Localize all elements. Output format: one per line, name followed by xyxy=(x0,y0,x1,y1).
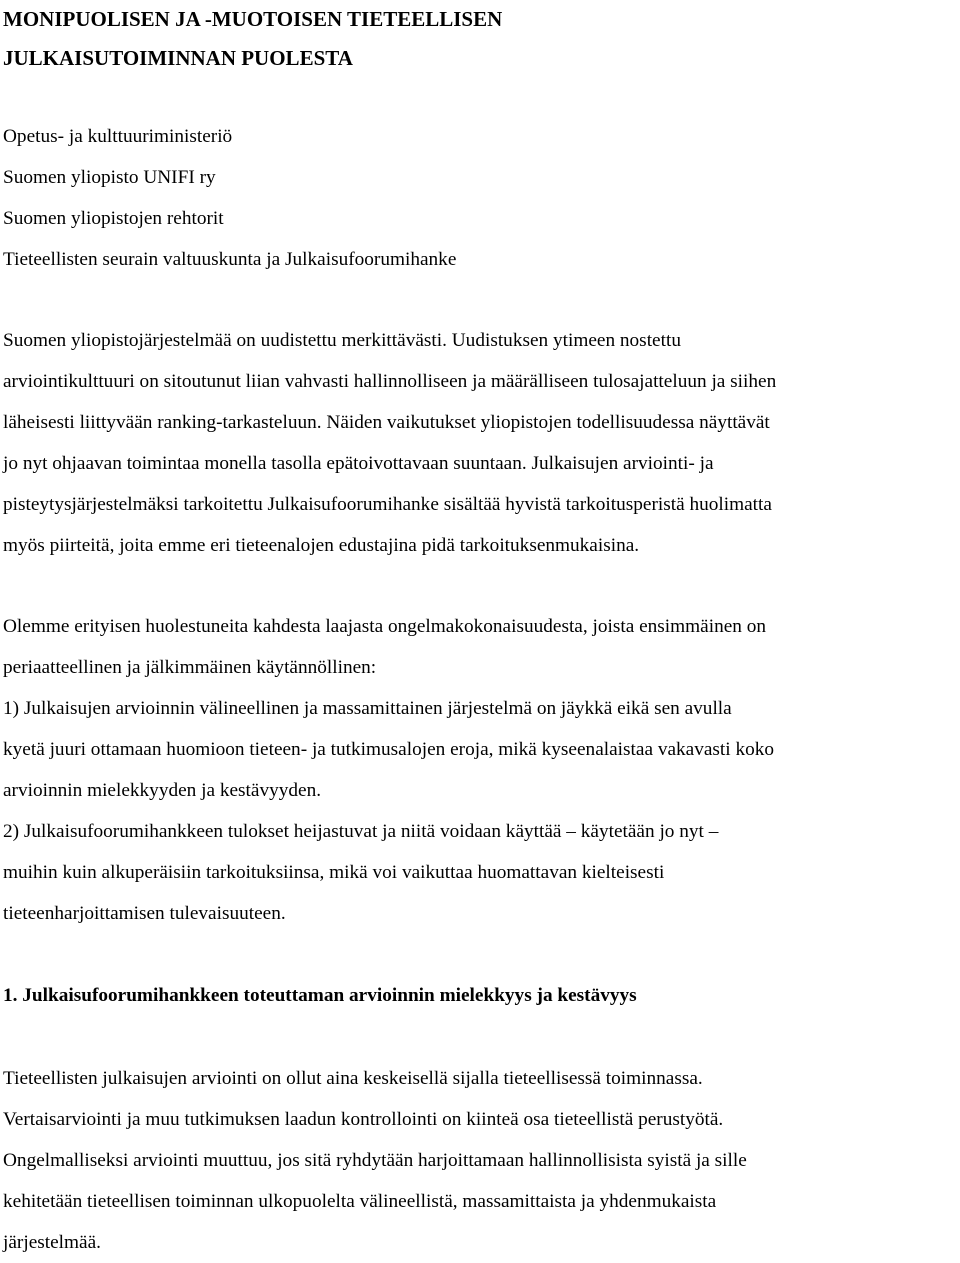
sender-line: Opetus- ja kulttuuriministeriö xyxy=(3,126,233,147)
intro-paragraph xyxy=(3,320,958,566)
section-heading: 1. Julkaisufoorumihankkeen toteuttaman arvioinnin mielekkyys ja kestävyys xyxy=(3,985,637,1006)
text-line: kehitetään tieteellisen toiminnan ulkopuolelta välineellistä, massamittaista ja yhdenmukaista xyxy=(3,1191,717,1212)
senders-list xyxy=(3,116,958,280)
text-line: periaatteellinen ja jälkimmäinen käytännöllinen: xyxy=(3,657,377,678)
sender-line: Tieteellisten seurain valtuuskunta ja Julkaisufoorumihanke xyxy=(3,249,457,270)
text-line: arvioinnin mielekkyyden ja kestävyyden. xyxy=(3,780,322,801)
title-line: MONIPUOLISEN JA -MUOTOISEN TIETEELLISEN xyxy=(3,7,503,31)
text-line: arviointikulttuuri on sitoutunut liian vahvasti hallinnolliseen ja määrälliseen tulosajatteluun ja siihen xyxy=(3,371,777,392)
text-line: kyetä juuri ottamaan huomioon tieteen- ja tutkimusalojen eroja, mikä kyseenalaistaa vakavasti koko xyxy=(3,739,775,760)
sender-line: Suomen yliopistojen rehtorit xyxy=(3,208,224,229)
text-line: pisteytysjärjestelmäksi tarkoitettu Julkaisufoorumihanke sisältää hyvistä tarkoitusperistä huolimatta xyxy=(3,494,772,515)
sender-line: Suomen yliopisto UNIFI ry xyxy=(3,167,216,188)
text-line: myös piirteitä, joita emme eri tieteenalojen edustajina pidä tarkoituksenmukaisina. xyxy=(3,535,640,556)
text-line: järjestelmää. xyxy=(3,1232,101,1253)
text-line: 1) Julkaisujen arvioinnin välineellinen ja massamittainen järjestelmä on jäykkä eikä sen avulla xyxy=(3,698,732,719)
text-line: Vertaisarviointi ja muu tutkimuksen laadun kontrollointi on kiinteä osa tieteellistä perustyötä. xyxy=(3,1109,724,1130)
section-paragraph xyxy=(3,1058,958,1263)
text-line: jo nyt ohjaavan toimintaa monella tasolla epätoivottavaan suuntaan. Julkaisujen arviointi- ja xyxy=(3,453,714,474)
text-line: läheisesti liittyvään ranking-tarkasteluun. Näiden vaikutukset yliopistojen todellisuudessa näyttävät xyxy=(3,412,770,433)
text-line: 2) Julkaisufoorumihankkeen tulokset heijastuvat ja niitä voidaan käyttää – käytetään jo nyt – xyxy=(3,821,719,842)
text-line: muihin kuin alkuperäisiin tarkoituksiinsa, mikä voi vaikuttaa huomattavan kielteisesti xyxy=(3,862,665,883)
text-line: Olemme erityisen huolestuneita kahdesta laajasta ongelmakokonaisuudesta, joista ensimmäinen on xyxy=(3,616,767,637)
text-line: tieteenharjoittamisen tulevaisuuteen. xyxy=(3,903,286,924)
concerns-paragraph xyxy=(3,606,958,934)
text-line: Ongelmalliseksi arviointi muuttuu, jos sitä ryhdytään harjoittamaan hallinnollisista syistä ja sille xyxy=(3,1150,747,1171)
text-line: Tieteellisten julkaisujen arviointi on ollut aina keskeisellä sijalla tieteellisessä toiminnassa. xyxy=(3,1068,703,1089)
title-line: JULKAISUTOIMINNAN PUOLESTA xyxy=(3,46,353,70)
text-line: Suomen yliopistojärjestelmää on uudistettu merkittävästi. Uudistuksen ytimeen nostettu xyxy=(3,330,681,351)
document-title xyxy=(3,0,953,78)
